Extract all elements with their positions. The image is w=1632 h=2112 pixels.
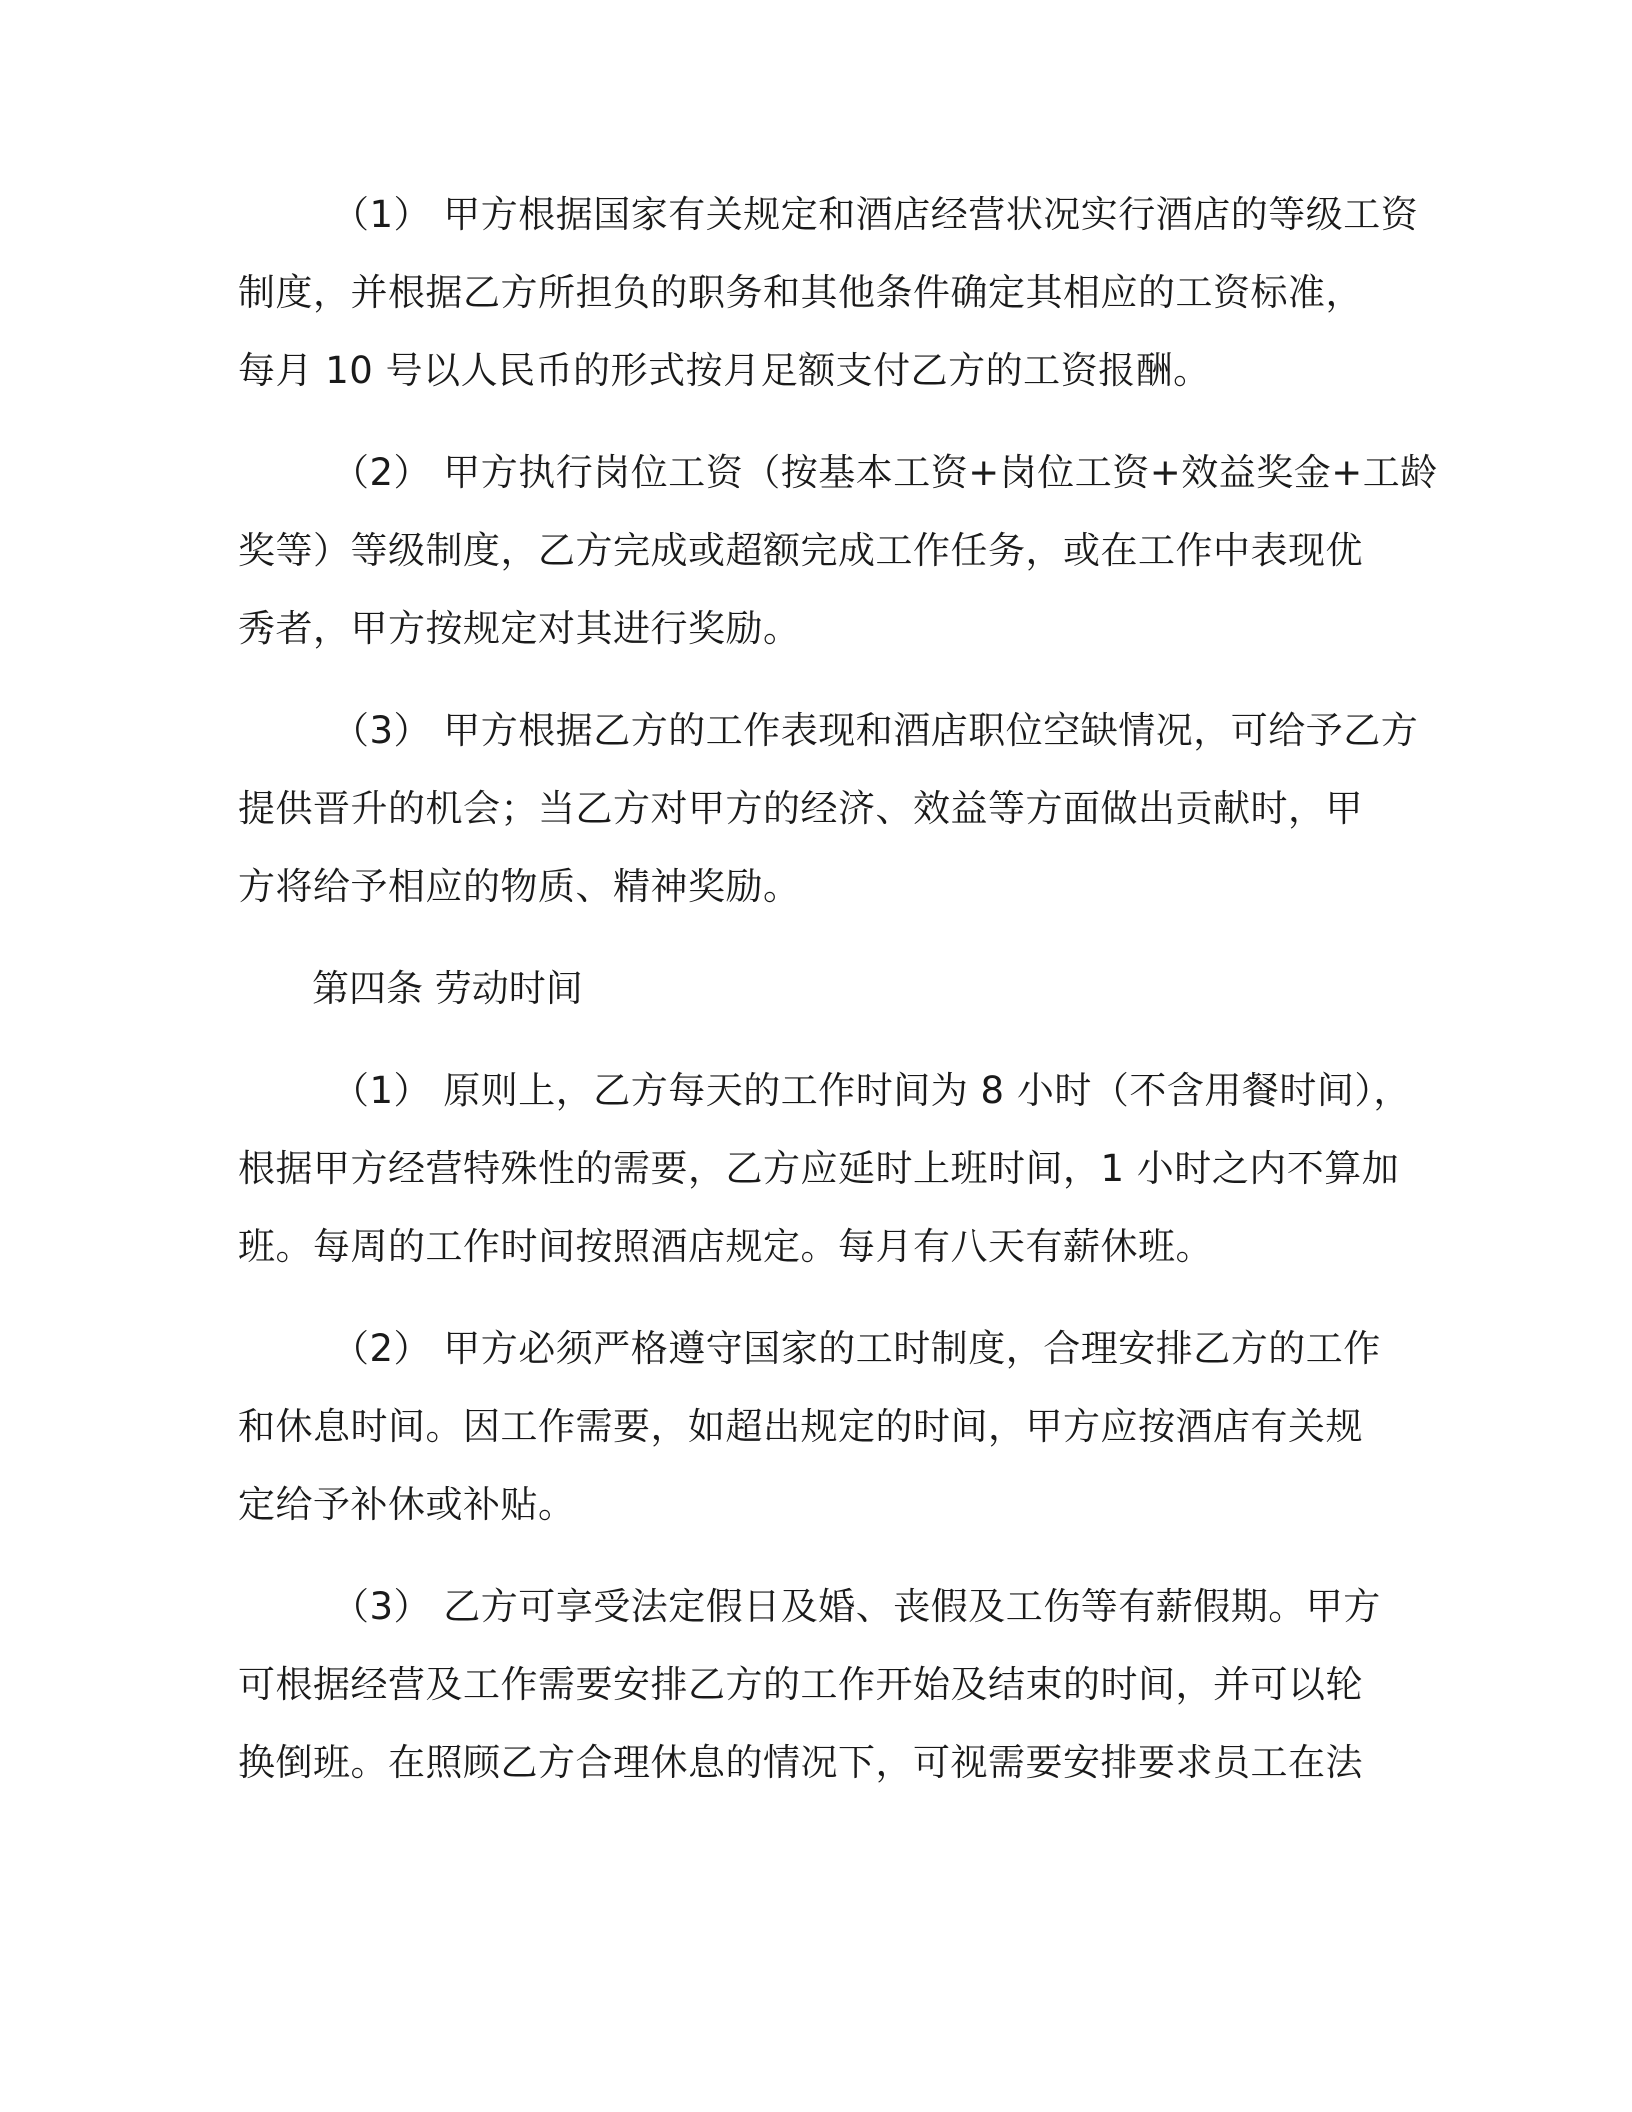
paragraph-working-hours xyxy=(238,1052,1411,1286)
paragraph-holidays xyxy=(238,1568,1398,1802)
paragraph-gap xyxy=(238,1544,1398,1568)
text-line: 可根据经营及工作需要安排乙方的工作开始及结束的时间，并可以轮 xyxy=(238,1663,1363,1706)
text-line: 换倒班。在照顾乙方合理休息的情况下，可视需要安排要求员工在法 xyxy=(238,1741,1363,1784)
paragraph-salary-grade xyxy=(238,176,1419,410)
text-line: （1） 甲方根据国家有关规定和酒店经营状况实行酒店的等级工资 xyxy=(332,193,1419,236)
text-line: 秀者，甲方按规定对其进行奖励。 xyxy=(238,607,801,650)
text-line: 和休息时间。因工作需要，如超出规定的时间，甲方应按酒店有关规 xyxy=(238,1405,1363,1448)
text-line: （2） 甲方必须严格遵守国家的工时制度，合理安排乙方的工作 xyxy=(332,1327,1381,1370)
text-line: 根据甲方经营特殊性的需要，乙方应延时上班时间，1 小时之内不算加 xyxy=(238,1147,1400,1190)
paragraph-work-rest xyxy=(238,1310,1398,1544)
text-line: （3） 乙方可享受法定假日及婚、丧假及工伤等有薪假期。甲方 xyxy=(332,1585,1381,1628)
text-line: （3） 甲方根据乙方的工作表现和酒店职位空缺情况，可给予乙方 xyxy=(332,709,1419,752)
paragraph-gap xyxy=(238,410,1398,434)
section-heading: 第四条 劳动时间 xyxy=(312,967,583,1010)
text-line: 制度，并根据乙方所担负的职务和其他条件确定其相应的工资标准， xyxy=(238,271,1363,314)
paragraph-gap xyxy=(238,1028,1398,1052)
text-line: 每月 10 号以人民币的形式按月足额支付乙方的工资报酬。 xyxy=(238,349,1211,392)
text-line: 提供晋升的机会；当乙方对甲方的经济、效益等方面做出贡献时，甲 xyxy=(238,787,1363,830)
text-line: （2） 甲方执行岗位工资（按基本工资+岗位工资+效益奖金+工龄 xyxy=(332,451,1438,494)
paragraph-gap xyxy=(238,668,1398,692)
paragraph-promotion xyxy=(238,692,1419,926)
paragraph-gap xyxy=(238,1286,1398,1310)
text-line: 奖等）等级制度，乙方完成或超额完成工作任务，或在工作中表现优 xyxy=(238,529,1363,572)
text-line: 定给予补休或补贴。 xyxy=(238,1483,576,1526)
text-line: （1） 原则上，乙方每天的工作时间为 8 小时（不含用餐时间）， xyxy=(332,1069,1411,1112)
text-line: 班。每周的工作时间按照酒店规定。每月有八天有薪休班。 xyxy=(238,1225,1213,1268)
text-line: 方将给予相应的物质、精神奖励。 xyxy=(238,865,801,908)
document-body xyxy=(238,176,1438,1802)
paragraph-position-salary xyxy=(238,434,1438,668)
paragraph-gap xyxy=(238,926,1398,950)
